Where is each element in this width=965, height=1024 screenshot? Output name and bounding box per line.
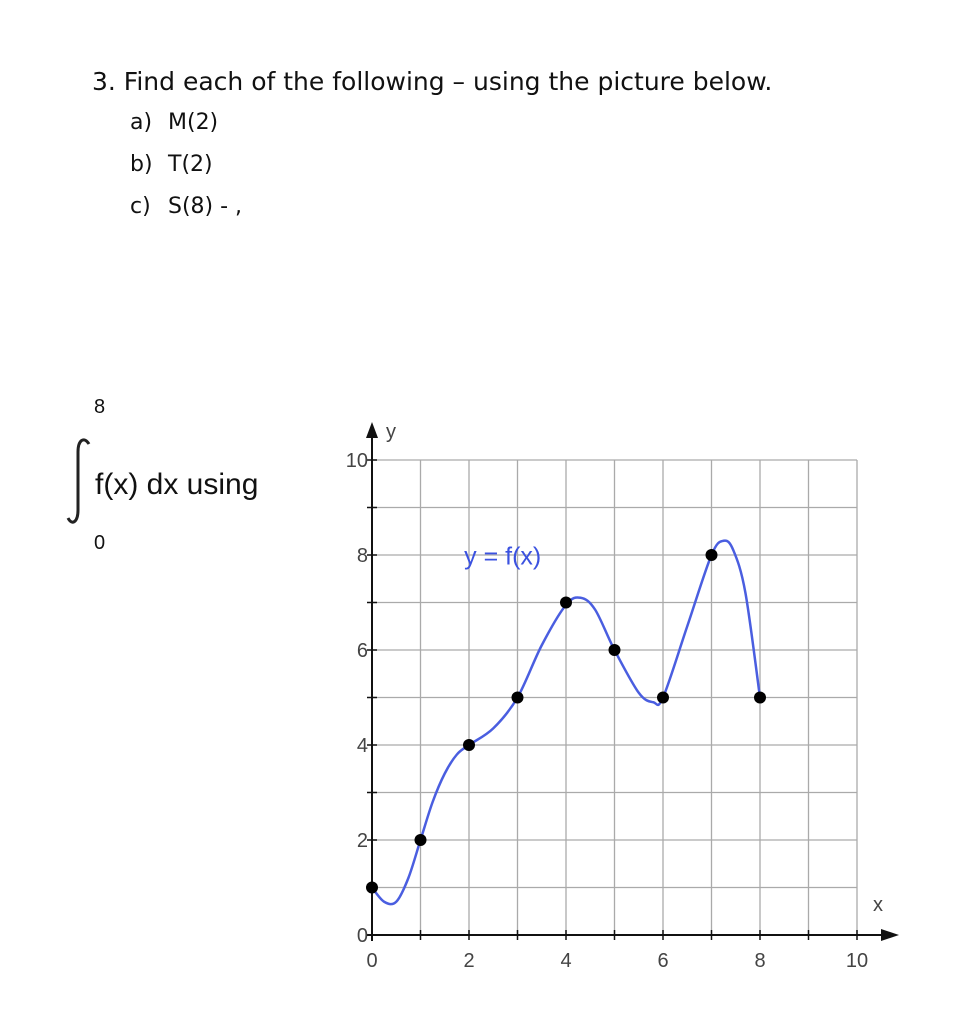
- grid: [372, 460, 857, 935]
- item-text: M(2): [168, 110, 219, 135]
- y-tick-label: 2: [356, 830, 368, 852]
- item-letter: b): [130, 152, 153, 177]
- x-tick-label: 8: [754, 950, 766, 972]
- data-point: [706, 549, 718, 561]
- x-tick-label: 2: [463, 950, 475, 972]
- y-tick-label: 4: [356, 735, 368, 757]
- data-point: [657, 692, 669, 704]
- item-text: S(8) - ,: [168, 194, 243, 219]
- item-text: T(2): [168, 152, 213, 177]
- data-point: [512, 692, 524, 704]
- integral-upper-limit: 8: [94, 396, 106, 418]
- problem-item-b: [130, 144, 772, 186]
- x-tick-label: 4: [560, 950, 572, 972]
- data-point: [609, 644, 621, 656]
- y-axis-label: y: [386, 421, 396, 443]
- integral-integrand: f(x) dx using: [95, 468, 259, 501]
- item-letter: a): [130, 110, 153, 135]
- x-axis-label: x: [873, 894, 883, 916]
- item-letter: c): [130, 194, 151, 219]
- x-tick-label: 6: [657, 950, 669, 972]
- problem-list: [92, 102, 772, 228]
- problem-item-c: [130, 186, 772, 228]
- y-tick-label: 0: [356, 925, 368, 947]
- integral-expression: [28, 392, 318, 562]
- problem-item-a: [130, 102, 772, 144]
- series-label: y = f(x): [464, 542, 542, 571]
- problem-block: [92, 62, 772, 228]
- x-tick-label: 10: [845, 950, 869, 972]
- problem-title: 3. Find each of the following – using the picture below.: [92, 67, 773, 96]
- data-point: [560, 597, 572, 609]
- y-axis-arrow-icon: [366, 422, 378, 438]
- data-point: [754, 692, 766, 704]
- y-tick-label: 8: [356, 545, 368, 567]
- x-axis-arrow-icon: [881, 929, 899, 941]
- y-tick-label: 6: [356, 640, 368, 662]
- function-graph: [300, 400, 910, 1000]
- y-tick-label: 10: [345, 450, 368, 472]
- data-point: [463, 739, 475, 751]
- tick-labels: [346, 450, 868, 972]
- integral-sign-icon: [64, 436, 94, 526]
- integral-lower-limit: 0: [94, 532, 106, 554]
- data-point: [366, 882, 378, 894]
- data-point: [415, 834, 427, 846]
- x-tick-label: 0: [366, 950, 378, 972]
